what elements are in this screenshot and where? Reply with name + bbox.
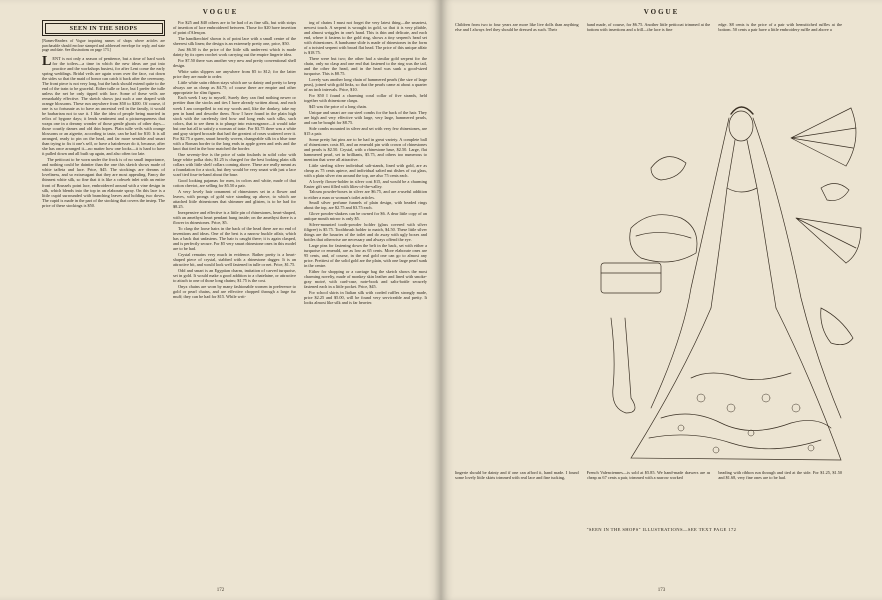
- paragraph: Unique and smart are our steel combs for the back of the hair. They are high and very effective with large, very large, hammered pearls, and can be bought for $8.75.: [304, 109, 427, 125]
- paragraph: Little sterling silver individual salt-stands, lined with gold, are as cheap as 75 cents apiece, and individual salted nut dishes of cut glass, with a plain silver rim around the top, are also 75 cents each.: [304, 162, 427, 178]
- fashion-illustration: [591, 78, 871, 466]
- paragraph: Little white satin ribbon stays which are so dainty and pretty to keep always are as cheap as $4.75; of course there are empire and other appropriate for slim figures.: [173, 79, 296, 95]
- drop-cap: L: [42, 53, 52, 69]
- paragraph: $45 was the price of a long chain.: [309, 103, 367, 109]
- illustration-caption: "SEEN IN THE SHOPS" ILLUSTRATIONS—SEE TEXT PAGE 172: [586, 527, 737, 532]
- paragraph: Inexpensive and effective is a little pin of rhinestones, heart-shaped, with an amethyst heart pendant hung inside; on the amethyst there is a flower in rhinestones. Price, $5.: [173, 209, 296, 225]
- paragraph: A lovely flower-holder in silver cost $15, and would be a charming Easter gift sent filled with lilies-of-the-valley.: [304, 178, 427, 189]
- paragraph: The handkerchief shown is of point lace with a small centre of the sheerest silk linen; the design is an extremely pretty one, price, $50.: [173, 35, 296, 46]
- right-top-text: [455, 22, 842, 74]
- running-head-right: VOGUE: [643, 8, 680, 16]
- paragraph: Glove powder-shakers can be owned for $6. A dear little copy of an antique mouth mirror is only $5.: [304, 211, 427, 222]
- running-head-left: VOGUE: [202, 8, 239, 16]
- paragraph: Lovely was another long chain of hammered pearls (the size of large peas), joined with gold links, so that the pearls came at about a quarter of an inch intervals. Price, $10.: [304, 77, 427, 93]
- bride-head-icon: [729, 111, 753, 141]
- left-col-1: [42, 20, 165, 582]
- left-col-3: [304, 20, 427, 582]
- paragraph: ing of chains I must not forget the very latest thing—the smartest, newest touch. A serpent is wrought in gold, so that it is very pliable, and almost wriggles in one's hand. This is thin and delicate, and each end, where it fastens to the gold ring, shows a tiny serpent's head set with rhinestones. A handsome slide is made of rhinestones in the form of a twisted serpent with broad flat head. The price of this unique affair is $18.75.: [304, 20, 427, 56]
- paragraph: Either for shopping or a carriage bag the sketch shows the most charming novelty, made of monkey skin leather and lined with smoke-gray moiré, with card-case, note-book and salts-bottle securely fastened each in a little pocket. Price, $45.: [304, 269, 427, 290]
- folio-left: 172: [216, 588, 225, 593]
- paragraph: For $50 I found a charming coral collar of five strands, held together with rhinestone clasps.: [304, 93, 427, 104]
- paragraph: Large pins for fastening down the belt in the back, set with either a turquoise or emerald, are as low as 65 cents. More elaborate ones are 95 cents, and, of course, in the real gold one can go to almost any price. Prettiest of the solid gold are the plain, with one large pearl sunk in the centre.: [304, 243, 427, 269]
- paragraph: Good looking pajamas for men, in colors and white, made of that cotton cheviot, are selling for $5.50 a pair.: [173, 177, 296, 188]
- column-heading-box: [42, 20, 165, 36]
- stocking-icon: [611, 318, 635, 413]
- paragraph: Crystal remains very much in evidence. Rather pretty is a heart-shaped piece of crystal, stabbed with a rhinestone dagger. It is an attractive bit, and would look well fastened in tulle or net. Price, $1.75.: [173, 251, 296, 267]
- gown-icon: [631, 308, 841, 460]
- slipper-icon: [821, 308, 853, 345]
- paragraph: Small silver perfume funnels of plain design, with beaded rings about the top, are $2.75 and $3.75 each.: [304, 200, 427, 211]
- fan-icon: [791, 108, 856, 166]
- right-bottom-text: [455, 470, 842, 518]
- paragraph: For $7.50 there was another very new and pretty conventional shell design.: [173, 57, 296, 68]
- right-bottom-col-3: beading with ribbon run through and tied at the side. For $1.25, $1.50 and $1.68, very fine ones are to be had.: [718, 470, 843, 481]
- box-icon: [601, 263, 661, 293]
- folio-right: 173: [657, 588, 666, 593]
- paragraph: LENT is not only a season of penitence, but a time of hard work for the toilers—a time in which the new ideas are put into practice and the workshops busiest, for after Lent come the early spring weddings. Bridal veils are again worn over the face, cut down the sides so that the maid of honor can catch it back after the ceremony. The front piece is not very long, but the back should extend quite to the end of the train to be graceful. Either tulle or lace, but I prefer the tulle unless the net be only tipped with lace. Some of these veils are remarkably effective. The sketch shows just such a one draped with orange blossoms. These run anywhere from $50 to $200. Of course, if one is so fortunate as to have an ancestral veil in the family, it would be barbarism not to use it. I like the idea of people being married in relics of bygone days; it lends sentiment and a picturesqueness that wraps one in a dreamy wonder of those gentle ghosts of other days—those courtly dames and old thin hopes. Plain tulle veils with orange blossoms or an aigrette, according to taste, can be had for $10. It is all arranged, ready to pin on the head, and far more sensible and smart than trying to fix it one's self, or have a hairdresser do it, because, after she has once arranged it—no matter how one looks—it is hard to have it pulled down and all built up again, and also often too late.: [42, 53, 165, 157]
- right-top-col-2: hand made, of course, for $6.75. Another little petticoat trimmed at the bottom with insertions and a frill—the lace is fine: [586, 22, 711, 33]
- paragraph: White satin slippers are anywhere from $5 to $12; for the latter price they are made to order.: [173, 68, 296, 79]
- paragraph: Some pretty hat pins are to be had in great variety. A complete ball of rhinestones costs $5, and an emerald pin with crown of rhinestones and pearls is $2.50. Crystal, with a rhinestone base, $2.50. Large, flat hammered pearl, set in brilliants, $5.75, and others too numerous to mention that were all attractive.: [304, 136, 427, 162]
- hat-icon: [630, 215, 697, 262]
- handkerchief-icon: [651, 157, 686, 180]
- paragraph: Just $6.50 is the price of the little silk undervest which is made dainty by its open crochet work carrying out the empire lingerie idea.: [173, 46, 296, 57]
- paragraph: One seventy-five is the price of satin foulards in solid color with large white polka dots; $1.25 is charged for the best looking plain silk collars with little shelf collars coming above. These are really meant as a foundation for a stock, but they would be very smart with just a lace scarf tied four-in-hand about the base.: [173, 151, 296, 177]
- paragraph: A very lovely hair ornament of rhinestones set in a flower and leaves, with prongs of gold wire standing up above, to which are attached little rhinestones that shimmer and glisten, is to be had for $8.25.: [173, 188, 296, 209]
- paragraph: Each week I say to myself, Surely they can find nothing newer or prettier than the stocks and ties I have already written about, and each week I am compelled to eat my words and, like the donkey, take my pen in hand and describe them. Now I have found in the plain high stock with the carelessly tied bow and long ends such silks, such colors, that to see them is to plunge into extravagance—it would take but one hat all to satisfy a woman of taste. For $3.75 there was a white and gray striped brocade that had the greatest of roses scattered over it. For $2.75 a queer, smart heavily woven, changeable silk in a blue tone with a Roman border to the long ends in apple green and reds and the knot that tied in the bow matched the border.: [173, 95, 296, 151]
- paragraph: Talcum powder-boxes in silver are $6.75, and are a-useful addition to either a man or woman's toilet articles.: [304, 189, 427, 200]
- column-note: [Names-Readers of Vogue inquiring names of shops where articles are purchasable should enclose stamped and addressed envelope for reply, and state page and date. See illustrations on page 173.]: [42, 39, 165, 53]
- right-top-col-3: edge. $8 cents is the price of a pair with hemstitched ruffles at the bottom. 50 cents a pair have a little embroidery ruffle and above a: [718, 22, 843, 33]
- paragraph: There were but two; the other had a similar gold serpent for the chain, only no clasp and one end that fastened to the ring was the tail, and the other the head, and in the head was sunk a good-sized turquoise. This is $8.75.: [304, 56, 427, 77]
- paragraph: Onyx chains are worn by many fashionable women in preference to gold or pearl chains, and are effective chopped through a large fur muff; they can be had for $15. While writ-: [173, 283, 296, 299]
- right-bottom-col-1: lingerie should be dainty and if one can afford it, hand made. I found some lovely little skirts trimmed with real lace and fine tucking,: [455, 470, 579, 481]
- paragraph: For $25 and $40 others are to be had of as fine silk, but with strips of insertion of lace embroidered between. Those for $20 have insertion of point d'Alençon.: [173, 20, 296, 36]
- right-page: [441, 0, 882, 600]
- left-columns: [42, 20, 427, 582]
- paragraph: Odd and smart is an Egyptian charm, imitation of carved turquoise, set in gold. It would make a good addition to a chatelaine, or attractive to attach to one of those long chains; $1.75 is the cost.: [173, 267, 296, 283]
- paragraph: Side combs mounted in silver and set with very few rhinestones, are $15 a pair.: [304, 125, 427, 136]
- paragraph: The petticoat to be worn under the frock is of no small importance, and nothing could be daintier than the one this sketch shows made of white taffeta and lace. Price, $45. The stockings are dreams of loveliness, and so extravagant that they are most appealing. Fancy the thinnest white silk, so fine that it is like a cobweb inlet with an entire front of Brussels point lace, embroidered around with a vine design in silk, which blends into the top in an elaborate spray. On this lace is a little cupid surrounded with branching leaves and holding two doves. The cupid is made in the part of the stocking that covers the instep. The price of these stockings is $50.: [42, 157, 165, 208]
- veil-right-icon: [753, 118, 841, 418]
- left-col-2: [173, 20, 296, 582]
- paragraph: Silver-mounted tooth-powder holder (glass covered with silver filigree) is $5.75. Toothbrush holder to match, $4.50. These little silver things are the luxuries of the toilet and do away with ugly boxes and bottles that otherwise are necessary and always offend the eye.: [304, 222, 427, 243]
- right-bottom-col-2: French Valenciennes—is sold at $5.85. We hand-made drawers are as cheap as 67 cents a pair, trimmed with a narrow worked: [586, 470, 711, 481]
- paragraph: For school skirts in Italian silk with corded ruffles strongly made, price $2.25 and $5.00, will be found very serviceable and pretty. It looks almost like silk and is far heavier.: [304, 290, 427, 306]
- right-top-col-1: Children from two to four years are more like live dolls than anything else and I always feel they should be dressed as such. Their: [455, 22, 579, 33]
- paragraph: To clasp the loose hairs in the back of the head there are no end of inventions and ideas. One of the best is a narrow buckle affair, which has a back that unfastens. The hair is caught there; it is again clasped, and is perfectly secure. For $5 very smart rhinestone ones in this model are to be had.: [173, 225, 296, 251]
- column-heading: SEEN IN THE SHOPS: [45, 23, 163, 34]
